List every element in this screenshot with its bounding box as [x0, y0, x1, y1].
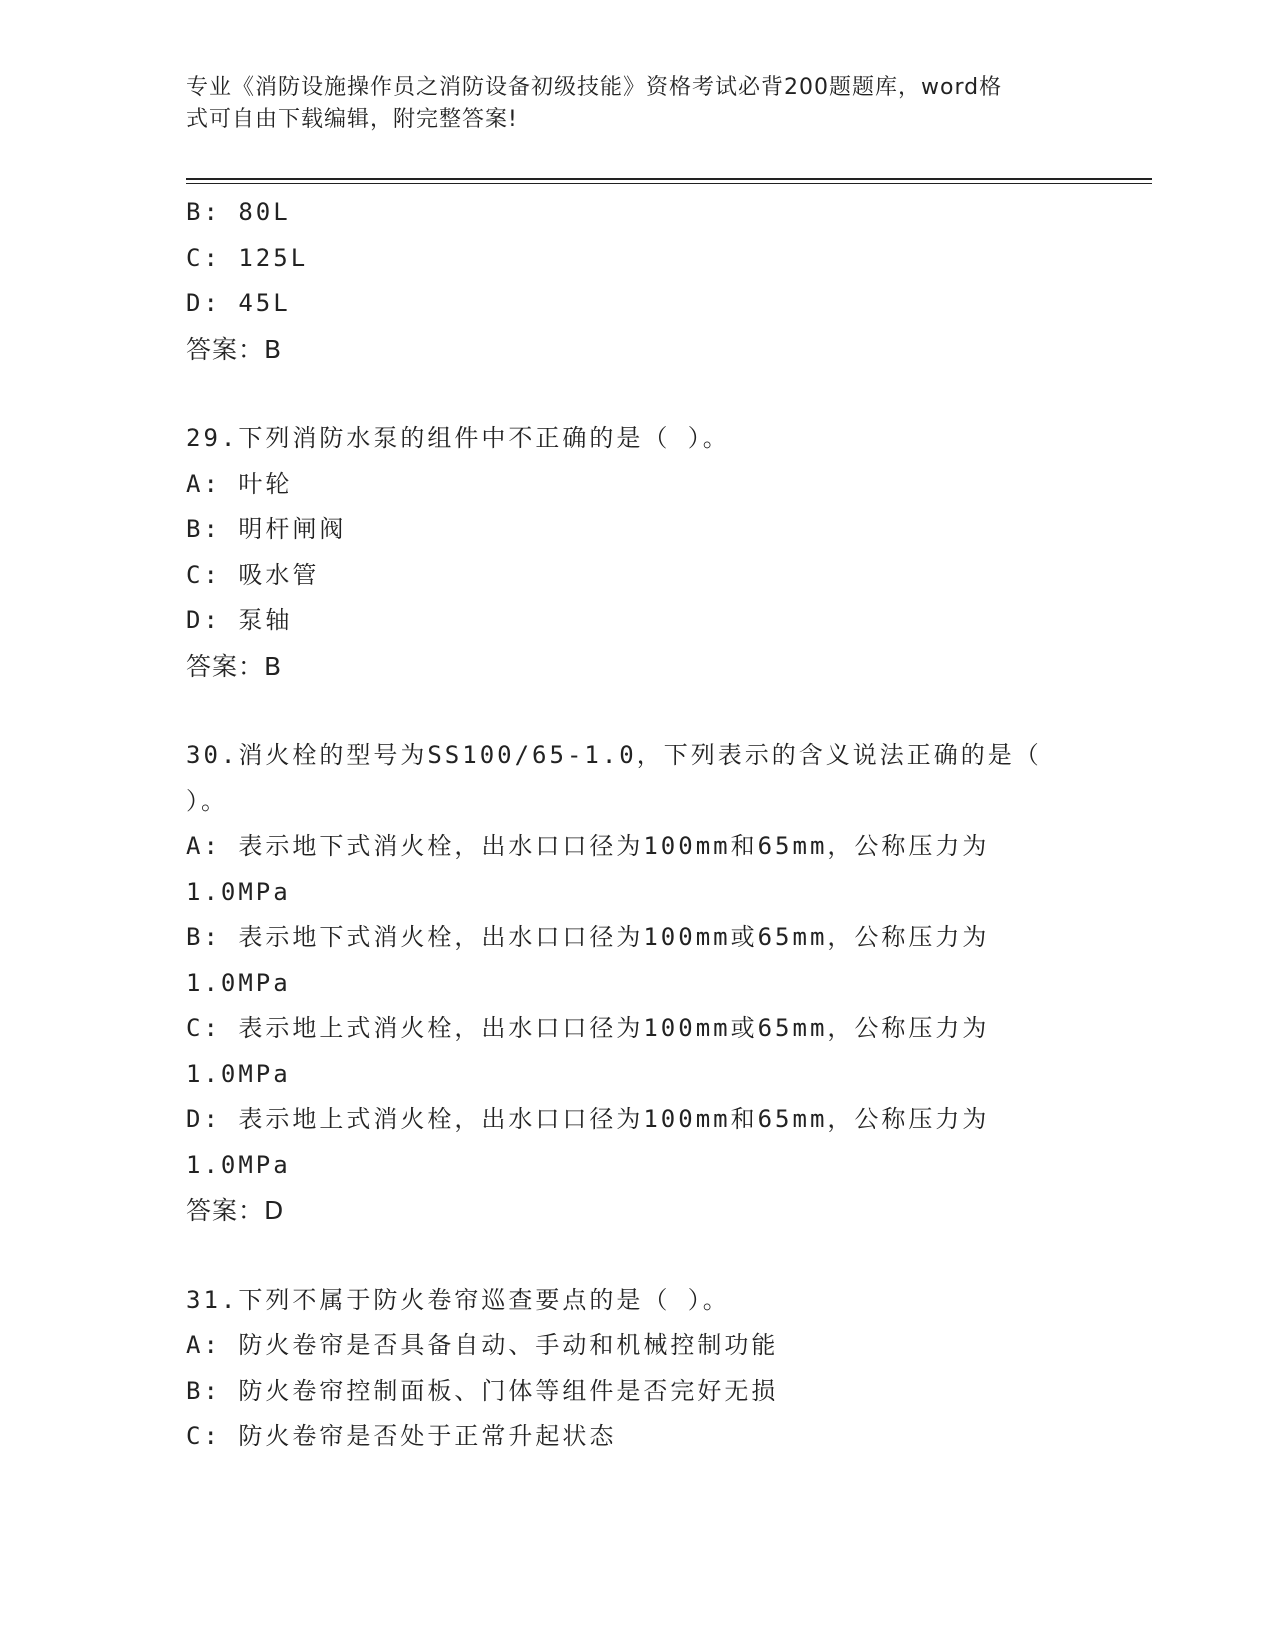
q31-option-c: C: 防火卷帘是否处于正常升起状态 [186, 1422, 617, 1450]
header-divider-thick [186, 178, 1152, 180]
q28-answer: 答案：B [186, 334, 283, 364]
q31-option-a: A: 防火卷帘是否具备自动、手动和机械控制功能 [186, 1331, 779, 1359]
q30-question-line-2: ）。 [186, 786, 228, 815]
q28-option-b: B: 80L [186, 198, 291, 226]
q28-option-c: C: 125L [186, 243, 309, 272]
q30-option-a-line-2: 1.0MPa [186, 877, 291, 906]
q30-answer: 答案：D [186, 1196, 285, 1225]
q31-option-b: B: 防火卷帘控制面板、门体等组件是否完好无损 [186, 1376, 779, 1405]
q30-option-a-line-1: A: 表示地下式消火栓，出水口口径为100mm和65mm，公称压力为 [186, 832, 990, 860]
q28-option-d: D: 45L [186, 289, 291, 317]
document-header [186, 72, 1066, 136]
q30-option-d-line-2: 1.0MPa [186, 1150, 291, 1179]
q30-option-b-line-2: 1.0MPa [186, 968, 291, 997]
q29-question: 29.下列消防水泵的组件中不正确的是（ ）。 [186, 424, 730, 452]
q29-option-b: B: 明杆闸阀 [186, 515, 347, 543]
spacer [186, 372, 1086, 416]
header-line-1: 专业《消防设施操作员之消防设备初级技能》资格考试必背200题题库，word格 [186, 75, 1003, 100]
header-divider-thin [186, 183, 1152, 184]
q30-question-line-1: 30.消火栓的型号为SS100/65-1.0，下列表示的含义说法正确的是（ [186, 741, 1042, 769]
q29-option-a: A: 叶轮 [186, 469, 293, 498]
question-content [186, 190, 1086, 1460]
q29-answer: 答案：B [186, 651, 283, 681]
q29-option-c: C: 吸水管 [186, 560, 320, 589]
spacer [186, 1234, 1086, 1278]
q30-option-d-line-1: D: 表示地上式消火栓，出水口口径为100mm和65mm，公称压力为 [186, 1105, 990, 1133]
q31-question: 31.下列不属于防火卷帘巡查要点的是（ ）。 [186, 1285, 730, 1314]
header-line-2: 式可自由下载编辑，附完整答案! [186, 107, 518, 132]
q30-option-c-line-2: 1.0MPa [186, 1059, 291, 1088]
q30-option-b-line-1: B: 表示地下式消火栓，出水口口径为100mm或65mm，公称压力为 [186, 923, 990, 951]
spacer [186, 689, 1086, 733]
q29-option-d: D: 泵轴 [186, 606, 293, 634]
q30-option-c-line-1: C: 表示地上式消火栓，出水口口径为100mm或65mm，公称压力为 [186, 1014, 990, 1042]
